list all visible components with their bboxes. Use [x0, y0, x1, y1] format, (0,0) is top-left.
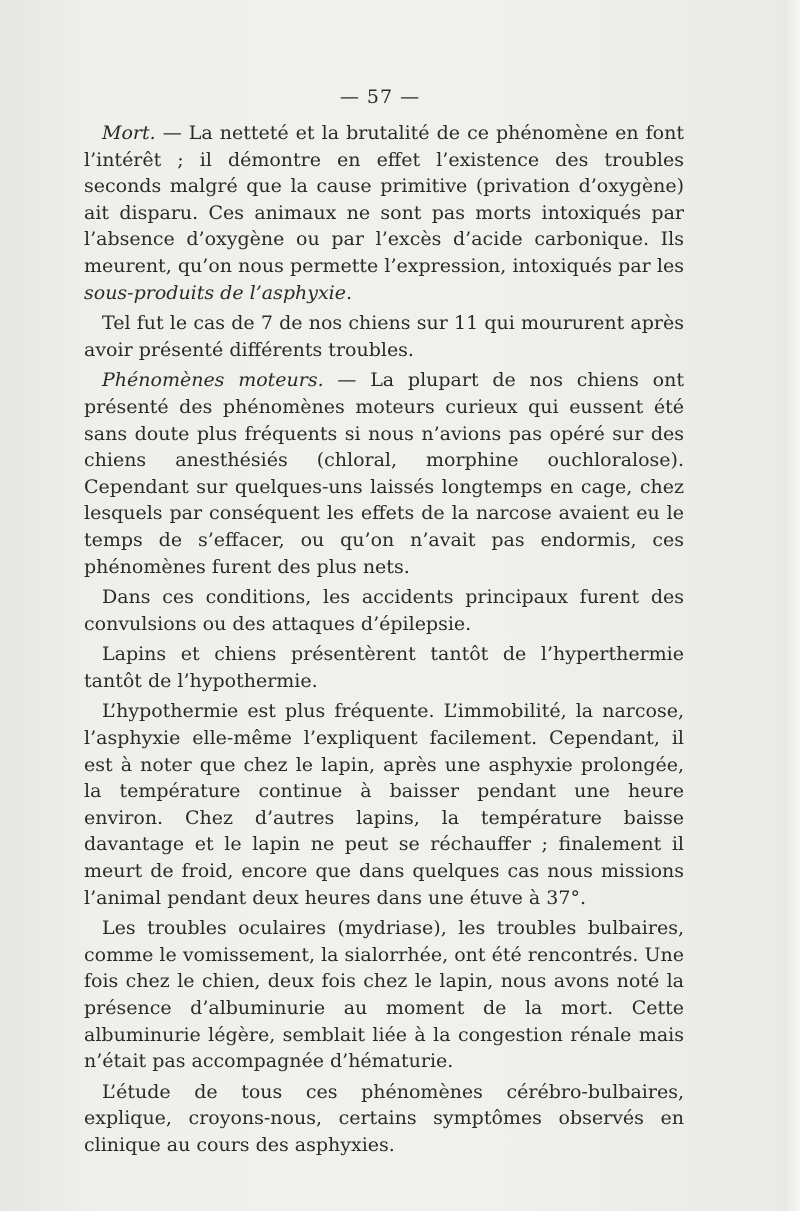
paragraph-text: Lapins et chiens présentèrent tantôt de l’hyperthermie tantôt de l’hypothermie.	[84, 643, 684, 692]
paragraph-end: .	[346, 281, 353, 304]
paragraph-mort	[84, 120, 684, 306]
body-text	[84, 120, 684, 1159]
paragraph-text: — La plupart de nos chiens ont présenté des phénomènes moteurs curieux qui eussent été sans doute plus fréquents si nous n’avions pas opéré sur des chiens anesthésiés (chloral, morphine ouchloralose). Cependant sur quelques-uns laissés longtemps en cage, chez lesquels par conséquent les effets de la narcose avaient eu le temps de s’effacer, ou qu’on n’avait pas endormis, ces phénomènes furent des plus nets.	[84, 369, 684, 578]
paragraph-hypothermie	[84, 698, 684, 911]
paragraph-text: Dans ces conditions, les accidents principaux furent des convulsions ou des attaques d’épilepsie.	[84, 586, 684, 635]
paragraph-troubles-oculaires	[84, 915, 684, 1075]
paragraph-text: — La netteté et la brutalité de ce phénomène en font l’intérêt ; il démontre en effet l’existence des troubles seconds malgré que la cause primitive (privation d’oxygène) ait disparu. Ces animaux ne sont pas morts intoxiqués par l’absence d’oxygène ou par l’excès d’acide carbonique. Ils meurent, qu’on nous permette l’expression, intoxiqués par les	[84, 122, 684, 277]
run-in-heading-mort: Mort.	[102, 122, 156, 144]
run-in-heading-phenomenes-moteurs: Phénomènes moteurs.	[102, 369, 324, 392]
paragraph-text: Les troubles oculaires (mydriase), les troubles bulbaires, comme le vomissement, la sialorrhée, ont été rencontrés. Une fois chez le chien, deux fois chez le lapin, nous avons noté la présence d’albuminurie au moment de la mort. Cette albuminurie légère, semblait liée à la congestion rénale mais n’était pas accompagnée d’hématurie.	[84, 917, 684, 1073]
scan-edge-shadow	[786, 0, 800, 1211]
paragraph-conditions	[84, 584, 684, 637]
paragraph-text: L’hypothermie est plus fréquente. L’immobilité, la narcose, l’asphyxie elle-même l’expliquent facilement. Cependant, il est à noter que chez le lapin, après une asphyxie prolongée, la température continue à baisser pendant une heure environ. Chez d’autres lapins, la température baisse davantage et le lapin ne peut se réchauffer ; finalement il meurt de froid, encore que dans quelques cas nous missions l’animal pendant deux heures dans une étuve à 37°.	[84, 700, 684, 909]
paragraph-text: L’étude de tous ces phénomènes cérébro-bulbaires, explique, croyons-nous, certains symptômes observés en clinique au cours des asphyxies.	[84, 1080, 684, 1156]
page-number: — 57 —	[339, 86, 421, 108]
paragraph-lapins	[84, 641, 684, 694]
emphasis-sous-produits: sous-produits de l’asphyxie	[84, 281, 346, 304]
paragraph-etude	[84, 1079, 684, 1159]
paragraph-phenomenes-moteurs	[84, 367, 684, 580]
paragraph-text: Tel fut le cas de 7 de nos chiens sur 11 qui moururent après avoir présenté différents troubles.	[84, 312, 684, 361]
paragraph-chiens	[84, 310, 684, 363]
